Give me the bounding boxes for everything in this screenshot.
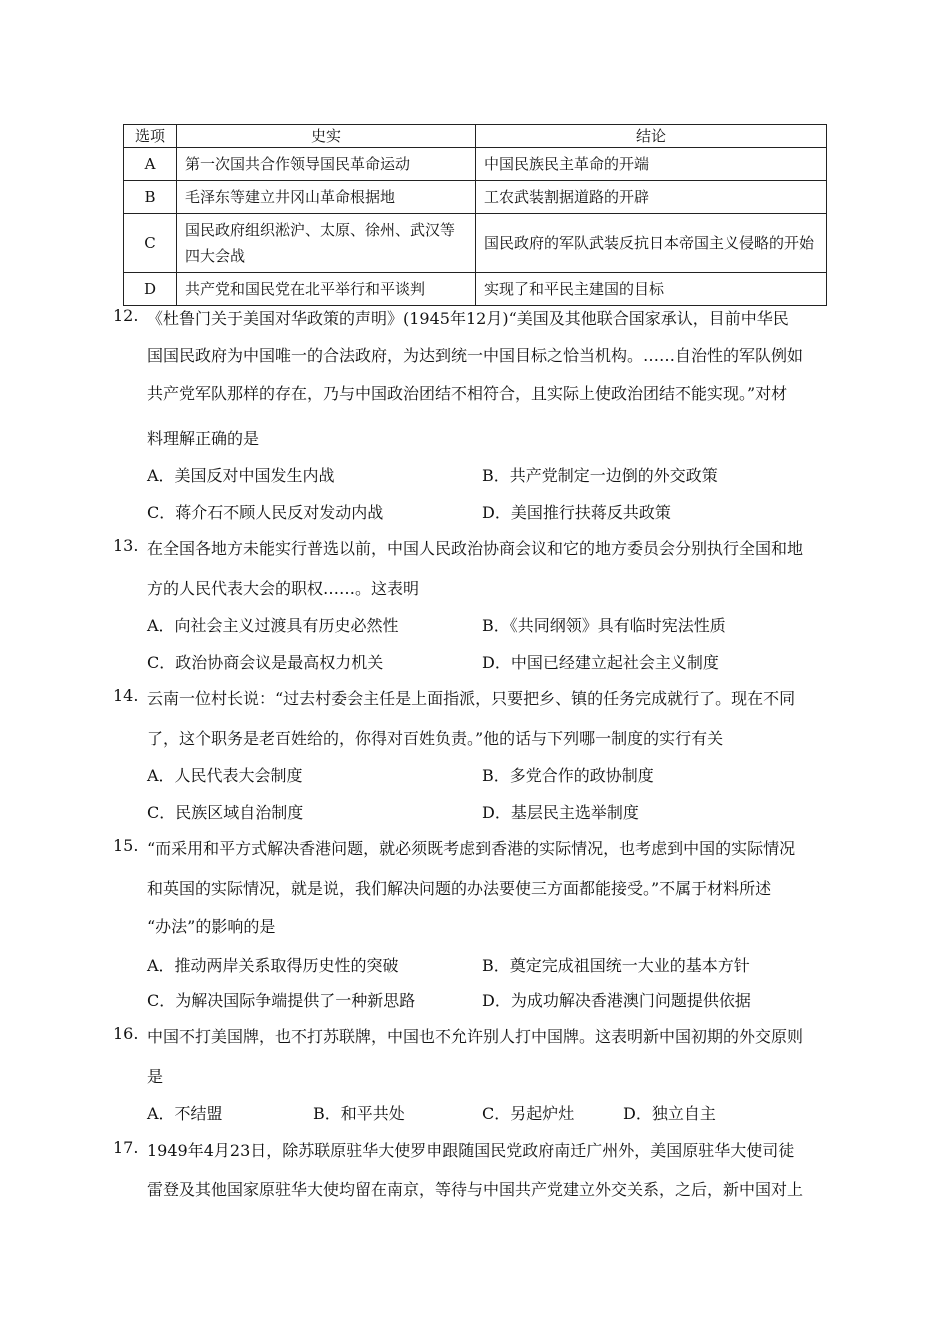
header-conclusion: 结论	[476, 125, 827, 148]
question-number: 13.	[113, 536, 139, 555]
question-text: 国国民政府为中国唯一的合法政府，为达到统一中国目标之恰当机构。……自治性的军队例如	[147, 346, 804, 365]
choice-b[interactable]: B．多党合作的政协制度	[482, 766, 654, 785]
question-text: 方的人民代表大会的职权……。这表明	[147, 579, 420, 598]
choice-a[interactable]: A．向社会主义过渡具有历史必然性	[147, 616, 399, 635]
question-number: 15.	[113, 836, 139, 855]
question-text: 中国不打美国牌，也不打苏联牌，中国也不允许别人打中国牌。这表明新中国初期的外交原则	[147, 1027, 804, 1046]
choice-c[interactable]: C．蒋介石不顾人民反对发动内战	[147, 503, 384, 522]
row-conclusion: 实现了和平民主建国的目标	[476, 273, 827, 306]
question-text: 料理解正确的是	[147, 429, 260, 448]
table-row	[124, 181, 827, 214]
choice-a[interactable]: A．美国反对中国发生内战	[147, 466, 335, 485]
question-number: 14.	[113, 686, 139, 705]
question-text: 1949年4月23日，除苏联原驻华大使罗申跟随国民党政府南迁广州外，美国原驻华大使司徒	[147, 1141, 795, 1160]
choice-b[interactable]: B．和平共处	[313, 1104, 405, 1123]
row-option: B	[124, 181, 177, 214]
choice-b[interactable]: B．《共同纲领》具有临时宪法性质	[482, 616, 726, 635]
question-text: 雷登及其他国家原驻华大使均留在南京，等待与中国共产党建立外交关系，之后，新中国对上	[147, 1180, 804, 1199]
header-option: 选项	[124, 125, 177, 148]
table-row	[124, 214, 827, 273]
choice-a[interactable]: A．推动两岸关系取得历史性的突破	[147, 956, 399, 975]
choice-d[interactable]: D．基层民主选举制度	[482, 803, 639, 822]
choice-c[interactable]: C．另起炉灶	[482, 1104, 575, 1123]
row-fact: 第一次国共合作领导国民革命运动	[177, 148, 476, 181]
question-number: 17.	[113, 1138, 139, 1157]
choice-a[interactable]: A．人民代表大会制度	[147, 766, 303, 785]
choice-b[interactable]: B．共产党制定一边倒的外交政策	[482, 466, 718, 485]
options-table	[123, 124, 827, 306]
row-conclusion: 国民政府的军队武装反抗日本帝国主义侵略的开始	[476, 214, 827, 273]
row-fact: 国民政府组织淞沪、太原、徐州、武汉等四大会战	[177, 214, 476, 273]
question-text: 共产党军队那样的存在，乃与中国政治团结不相符合，且实际上使政治团结不能实现。”对材	[147, 384, 788, 403]
row-conclusion: 中国民族民主革命的开端	[476, 148, 827, 181]
question-text: “办法”的影响的是	[147, 917, 276, 936]
row-fact: 毛泽东等建立井冈山革命根据地	[177, 181, 476, 214]
row-option: C	[124, 214, 177, 273]
question-text: 云南一位村长说：“过去村委会主任是上面指派，只要把乡、镇的任务完成就行了。现在不同	[147, 689, 796, 708]
question-text: 了，这个职务是老百姓给的，你得对百姓负责。”他的话与下列哪一制度的实行有关	[147, 729, 724, 748]
question-text: 《杜鲁门关于美国对华政策的声明》(1945年12月)“美国及其他联合国家承认，目前中华民	[147, 309, 789, 328]
choice-b[interactable]: B．奠定完成祖国统一大业的基本方针	[482, 956, 750, 975]
row-option: D	[124, 273, 177, 306]
header-fact: 史实	[177, 125, 476, 148]
question-text: 在全国各地方未能实行普选以前，中国人民政治协商会议和它的地方委员会分别执行全国和地	[147, 539, 804, 558]
choice-d[interactable]: D．为成功解决香港澳门问题提供依据	[482, 991, 751, 1010]
row-conclusion: 工农武装割据道路的开辟	[476, 181, 827, 214]
question-text: 和英国的实际情况，就是说，我们解决问题的办法要使三方面都能接受。”不属于材料所述	[147, 879, 772, 898]
question-number: 12.	[113, 306, 139, 325]
choice-d[interactable]: D．美国推行扶蒋反共政策	[482, 503, 671, 522]
choice-a[interactable]: A．不结盟	[147, 1104, 223, 1123]
table-row	[124, 273, 827, 306]
choice-c[interactable]: C．民族区域自治制度	[147, 803, 304, 822]
question-text: “而采用和平方式解决香港问题，就必须既考虑到香港的实际情况，也考虑到中国的实际情况	[147, 839, 796, 858]
choice-d[interactable]: D．中国已经建立起社会主义制度	[482, 653, 719, 672]
row-option: A	[124, 148, 177, 181]
row-fact: 共产党和国民党在北平举行和平谈判	[177, 273, 476, 306]
question-number: 16.	[113, 1024, 139, 1043]
choice-c[interactable]: C．为解决国际争端提供了一种新思路	[147, 991, 416, 1010]
table-header-row	[124, 125, 827, 148]
table-row	[124, 148, 827, 181]
question-text: 是	[147, 1067, 164, 1086]
choice-d[interactable]: D．独立自主	[623, 1104, 716, 1123]
choice-c[interactable]: C．政治协商会议是最高权力机关	[147, 653, 384, 672]
